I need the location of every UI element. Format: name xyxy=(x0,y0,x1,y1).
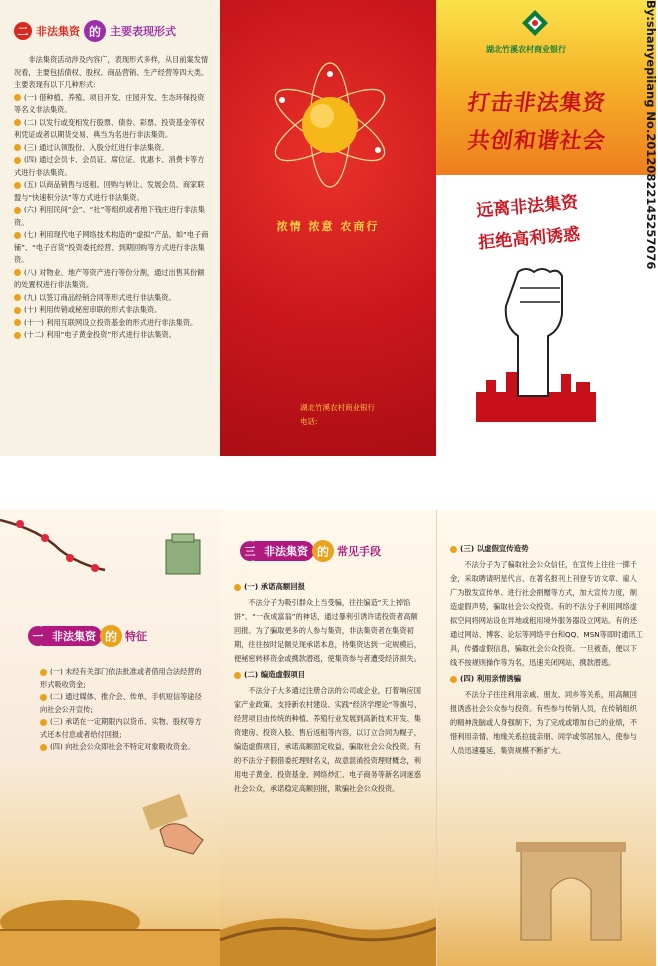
bullet-icon xyxy=(40,719,47,726)
method-heading-2: (二) 编造虚假项目 xyxy=(234,668,424,682)
panel-features xyxy=(0,510,220,966)
features-list xyxy=(40,666,208,754)
bullet-icon xyxy=(14,207,21,214)
bullet-icon xyxy=(14,269,21,276)
methods-text xyxy=(234,578,424,796)
method-heading-4: (四) 利用亲情诱骗 xyxy=(450,672,644,686)
bank-slogan: 浓情 浓意 农商行 xyxy=(276,220,380,233)
bullet-icon xyxy=(14,332,21,339)
method-paragraph-3: 不法分子为了骗取社会公众信任，在宣传上往往一掷千金，采取聘请明星代言、在著名报刊上刊登专访文章、雇人广为散发宣传单、进行社会捐赠等方式，加大宣传力度，制造虚假声势，骗取社会公众投资。有的不法分子利用网络虚拟空间将网站设在异地或租用境外服务器设立网站。有的还通过网站、博客、论坛等网络平台和QQ、MSN等即时通讯工具，传播虚假信息，骗取社会公众投资。一旦被查，便以下线不按规则操作等为名，迅速关闭网站，携款潜逃。 xyxy=(450,560,643,667)
list-item-text: (十一) 利用互联网设立投资基金的形式进行非法集资。 xyxy=(24,317,198,327)
panel-front-cover xyxy=(436,0,656,456)
phone-label: 电话: xyxy=(300,417,318,426)
method-paragraph-2: 不法分子大多通过注册合法的公司或企业，打着响应国家产业政策、支持新农村建设、实践“经济学理论”等旗号，经营项目由传统的种植、养殖行业发展到高新技术开发、集资建房、投资入股、售后返租等内容，以订立合同为幌子，编造虚假项目，承诺高额固定收益，骗取社会公众投资。有的不法分子假借委托理财名义，故意混淆投资理财概念，利用电子黄金、投资基金、网络炒汇、电子商务等新名词迷惑社会公众，承诺稳定高额回报，欺骗社会公众投资。 xyxy=(234,686,422,793)
section-subtitle: 特征 xyxy=(125,630,147,643)
list-item-text: (十二) 利用“电子黄金投资”形式进行非法集资。 xyxy=(24,330,176,339)
panel-methods xyxy=(220,510,436,966)
bullet-icon xyxy=(40,744,47,751)
section-number: 一 xyxy=(28,626,48,646)
money-stack-icon xyxy=(158,530,208,580)
panel-cover-back xyxy=(220,0,436,456)
bullet-icon xyxy=(14,232,21,239)
list-item-text: (二) 以发行或变相发行股票、债券、彩票、投资基金等权利凭证或者以期货交易、典当为名进行非法集资。 xyxy=(14,117,205,139)
list-item-text: (四) 通过会员卡、会员证、席位证、优惠卡、消费卡等方式进行非法集资。 xyxy=(14,155,205,177)
fold-line xyxy=(436,510,437,966)
list-item xyxy=(14,142,210,155)
section-title: 非法集资 xyxy=(36,25,80,38)
list-item xyxy=(14,267,210,292)
plum-blossom-branch-icon xyxy=(0,510,110,590)
hand-with-money-icon xyxy=(140,790,210,860)
de-badge: 的 xyxy=(312,540,334,562)
list-item xyxy=(14,292,210,305)
list-item-text: (五) 以商品销售与返租、回购与转让、发展会员、商家联盟与“快速积分法”等方式进行非法集资。 xyxy=(14,180,205,202)
slogan-line-2: 拒绝高利诱惑 xyxy=(477,224,581,254)
list-item-text: (一) 借种植、养殖、项目开发、庄园开发、生态环保投资等名义非法集资。 xyxy=(14,92,205,114)
section-header xyxy=(28,625,147,647)
method-heading-1: (一) 承诺高额回报 xyxy=(234,580,424,594)
list-item-text: (三) 承诺在一定期限内以货币、实物、股权等方式还本付息或者给付回报; xyxy=(40,717,202,739)
method-paragraph-1: 不法分子为吸引群众上当受骗，往往编造“天上掉馅饼”、“一夜成富翁”的神话，通过暴利引诱许诺投资者高额回报。为了骗取更多的人参与集资，非法集资者在集资初期，往往按时足额兑现承诺本息，待集资达到一定规模后，便秘密转移资金或携款潜逃，使集资参与者遭受经济损失。 xyxy=(234,598,421,663)
method-paragraph-4: 不法分子往往利用亲戚、朋友、同乡等关系，用高额回报诱惑社会公众参与投资。有些参与传销人员，在传销组织的精神洗脑或人身强制下，为了完成或增加自己的业绩，不惜利用亲情、地缘关系拉拢亲朋、同学或邻居加入，使参与人员迅速蔓延，集资规模不断扩大。 xyxy=(450,690,637,755)
section-number: 二 xyxy=(14,22,32,40)
section-number: 三 xyxy=(240,541,260,561)
list-item-text: (九) 以签订商品经销合同等形式进行非法集资。 xyxy=(24,292,176,302)
list-item xyxy=(14,229,210,267)
section-header xyxy=(240,540,381,562)
list-item xyxy=(14,154,210,179)
arch-illustration xyxy=(516,830,626,940)
stadium-illustration xyxy=(0,870,220,966)
list-item xyxy=(40,666,208,691)
intro-paragraph: 非法集资活动涉及内容广，表现形式多样，从目前案发情况看，主要包括债权、股权、商品营销、生产经营等四大类。主要表现有以下几种形式: xyxy=(14,55,209,89)
list-item-text: (四) 向社会公众即社会不特定对象吸收资金。 xyxy=(50,742,195,751)
section-title: 非法集资 xyxy=(42,626,102,646)
methods-text-cont xyxy=(450,540,644,758)
bullet-icon xyxy=(14,319,21,326)
list-item-text: (三) 通过认领股份、入股分红进行非法集资。 xyxy=(24,142,169,152)
bank-banner: 湖北竹溪农村商业银行 xyxy=(486,45,566,54)
globe-atom-illustration xyxy=(260,70,400,180)
list-item xyxy=(14,92,210,117)
list-item-text: (七) 利用现代电子网络技术构造的“虚拟”产品，如“电子商铺”、“电子百货”投资委托经营、到期回购等方式进行非法集资。 xyxy=(14,230,209,264)
list-item xyxy=(14,204,210,229)
list-item xyxy=(40,716,208,741)
list-item-text: (六) 利用民间“会”、“社”等组织或者地下钱庄进行非法集资。 xyxy=(14,205,205,227)
section-header xyxy=(14,20,210,42)
bullet-icon xyxy=(14,307,21,314)
bullet-icon xyxy=(14,119,21,126)
bullet-icon xyxy=(14,157,21,164)
list-item xyxy=(14,117,210,142)
bullet-icon xyxy=(14,182,21,189)
method-heading-3: (三) 以虚假宣传造势 xyxy=(450,542,644,556)
list-item xyxy=(40,691,208,716)
panel-main-forms xyxy=(0,0,220,456)
panel-methods-cont xyxy=(436,510,656,966)
calligraphy-line-1: 打击非法集资 xyxy=(465,90,608,116)
list-item xyxy=(14,179,210,204)
list-item xyxy=(14,329,210,342)
list-item-text: (一) 未经有关部门依法批准或者借用合法经营的形式吸收资金; xyxy=(40,667,202,689)
list-item-text: (十) 利用传销或秘密串联的形式非法集资。 xyxy=(24,305,162,314)
bullet-icon xyxy=(14,94,21,101)
list-item-text: (二) 通过媒体、推介会、传单、手机短信等途径向社会公开宣传; xyxy=(40,692,202,714)
list-item-text: (八) 对物业、地产等资产进行等份分割，通过出售其份额的处置权进行非法集资。 xyxy=(14,267,205,289)
calligraphy-line-2: 共创和谐社会 xyxy=(465,128,608,154)
raised-fist-illustration xyxy=(476,262,596,422)
watermark-text: By:shanyepiiang No.20120822145257076 xyxy=(644,0,658,270)
bank-name: 湖北竹溪农村商业银行 xyxy=(300,403,375,412)
list-item xyxy=(14,317,210,330)
bullet-icon xyxy=(14,294,21,301)
section-title: 非法集资 xyxy=(254,541,314,561)
slogan-line-1: 远离非法集资 xyxy=(475,192,579,222)
list-item xyxy=(40,741,208,754)
bank-logo-icon xyxy=(520,8,550,38)
de-badge: 的 xyxy=(84,20,106,42)
forms-list xyxy=(14,92,210,342)
bullet-icon xyxy=(40,694,47,701)
bullet-icon xyxy=(14,144,21,151)
section-subtitle: 主要表现形式 xyxy=(110,25,176,38)
bullet-icon xyxy=(40,669,47,676)
great-wall-illustration xyxy=(220,900,436,966)
de-badge: 的 xyxy=(100,625,122,647)
list-item xyxy=(14,304,210,317)
section-subtitle: 常见手段 xyxy=(337,545,381,558)
